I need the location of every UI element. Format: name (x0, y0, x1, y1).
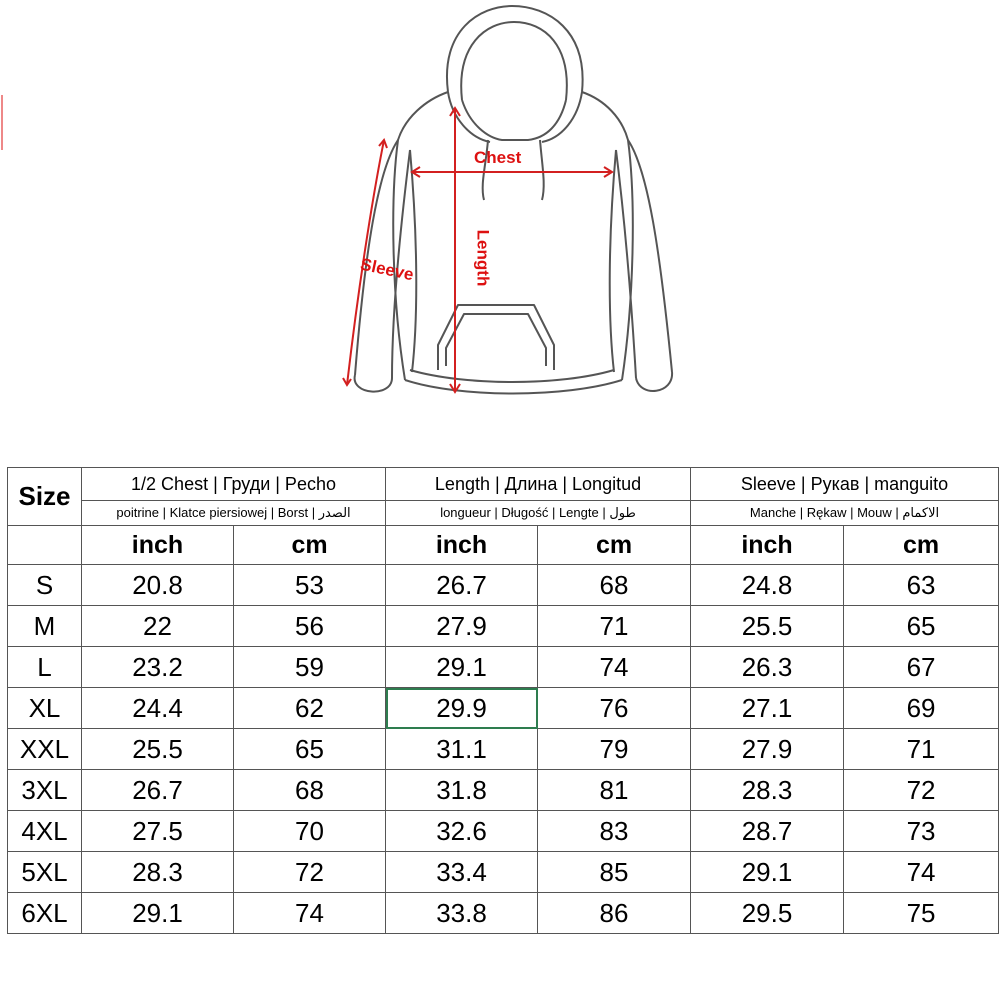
size-cell: 4XL (8, 811, 82, 852)
measurement-cell[interactable]: 59 (234, 647, 386, 688)
measurement-cell[interactable]: 22 (82, 606, 234, 647)
measurement-cell[interactable]: 24.4 (82, 688, 234, 729)
measurement-cell[interactable]: 25.5 (691, 606, 844, 647)
sleeve-group-subheader: Manche | Rękaw | Mouw | الاكمام (691, 501, 999, 526)
measurement-cell[interactable]: 81 (538, 770, 691, 811)
measurement-cell[interactable]: 62 (234, 688, 386, 729)
measurement-cell[interactable]: 72 (234, 852, 386, 893)
measurement-cell[interactable]: 26.7 (82, 770, 234, 811)
measurement-cell[interactable]: 68 (538, 565, 691, 606)
measurement-cell[interactable]: 32.6 (386, 811, 538, 852)
size-chart-table (7, 467, 999, 934)
size-cell: 3XL (8, 770, 82, 811)
measurement-cell[interactable]: 24.8 (691, 565, 844, 606)
unit-header: cm (844, 526, 999, 565)
measurement-cell[interactable]: 65 (234, 729, 386, 770)
table-row (8, 811, 999, 852)
measurement-cell[interactable]: 74 (234, 893, 386, 934)
measurement-cell[interactable]: 31.1 (386, 729, 538, 770)
measurement-cell[interactable]: 74 (538, 647, 691, 688)
measurement-cell[interactable]: 85 (538, 852, 691, 893)
unit-header: cm (234, 526, 386, 565)
length-label: Length (473, 229, 493, 287)
measurement-cell[interactable]: 28.7 (691, 811, 844, 852)
length-group-header: Length | Длина | Longitud (386, 468, 691, 501)
table-row (8, 606, 999, 647)
measurement-cell[interactable]: 33.8 (386, 893, 538, 934)
measurement-cell[interactable]: 23.2 (82, 647, 234, 688)
hoodie-outline (355, 6, 672, 394)
table-row (8, 688, 999, 729)
measurement-cell[interactable]: 69 (844, 688, 999, 729)
measurement-cell[interactable]: 71 (538, 606, 691, 647)
size-cell: 5XL (8, 852, 82, 893)
sleeve-group-header: Sleeve | Рукав | manguito (691, 468, 999, 501)
size-cell: 6XL (8, 893, 82, 934)
measurement-cell[interactable]: 29.1 (82, 893, 234, 934)
measurement-cell[interactable]: 76 (538, 688, 691, 729)
table-header-row-translations (8, 501, 999, 526)
table-row (8, 565, 999, 606)
measurement-cell[interactable]: 27.1 (691, 688, 844, 729)
table-row (8, 770, 999, 811)
table-header-row-units (8, 526, 999, 565)
measurement-cell[interactable]: 26.7 (386, 565, 538, 606)
measurement-cell[interactable]: 65 (844, 606, 999, 647)
table-row (8, 852, 999, 893)
table-row (8, 647, 999, 688)
unit-header: inch (386, 526, 538, 565)
measurement-cell[interactable]: 63 (844, 565, 999, 606)
table-row (8, 729, 999, 770)
chest-group-subheader: poitrine | Klatce piersiowej | Borst | الصدر (82, 501, 386, 526)
size-column-header: Size (8, 468, 82, 526)
measurement-cell[interactable]: 74 (844, 852, 999, 893)
unit-header: inch (691, 526, 844, 565)
measurement-cell[interactable]: 72 (844, 770, 999, 811)
measurement-cell[interactable]: 83 (538, 811, 691, 852)
measurement-cell[interactable]: 27.9 (691, 729, 844, 770)
measurement-cell[interactable]: 33.4 (386, 852, 538, 893)
unit-header: cm (538, 526, 691, 565)
measurement-cell[interactable]: 86 (538, 893, 691, 934)
measurement-cell[interactable]: 29.9 (386, 688, 538, 729)
measurement-cell[interactable]: 29.5 (691, 893, 844, 934)
measurement-cell[interactable]: 73 (844, 811, 999, 852)
size-cell: S (8, 565, 82, 606)
measurement-cell[interactable]: 29.1 (386, 647, 538, 688)
measurement-cell[interactable]: 27.9 (386, 606, 538, 647)
size-unit-blank (8, 526, 82, 565)
hoodie-outline-drawing (0, 0, 1000, 420)
size-cell: XXL (8, 729, 82, 770)
measurement-cell[interactable]: 70 (234, 811, 386, 852)
size-cell: M (8, 606, 82, 647)
measurement-cell[interactable]: 75 (844, 893, 999, 934)
measurement-cell[interactable]: 53 (234, 565, 386, 606)
length-group-subheader: longueur | Długość | Lengte | طول (386, 501, 691, 526)
measurement-cell[interactable]: 79 (538, 729, 691, 770)
measurement-cell[interactable]: 27.5 (82, 811, 234, 852)
measurement-cell[interactable]: 20.8 (82, 565, 234, 606)
unit-header: inch (82, 526, 234, 565)
measurement-cell[interactable]: 31.8 (386, 770, 538, 811)
size-rows (8, 565, 999, 934)
measurement-cell[interactable]: 29.1 (691, 852, 844, 893)
size-cell: L (8, 647, 82, 688)
measurement-cell[interactable]: 68 (234, 770, 386, 811)
measurement-cell[interactable]: 71 (844, 729, 999, 770)
sleeve-label: Sleeve (358, 254, 416, 285)
hoodie-measurement-diagram (0, 0, 1000, 420)
measurement-cell[interactable]: 28.3 (691, 770, 844, 811)
chest-group-header: 1/2 Chest | Груди | Pecho (82, 468, 386, 501)
measurement-cell[interactable]: 28.3 (82, 852, 234, 893)
measurement-cell[interactable]: 26.3 (691, 647, 844, 688)
chest-label: Chest (474, 148, 522, 167)
measurement-cell[interactable]: 67 (844, 647, 999, 688)
measurement-cell[interactable]: 56 (234, 606, 386, 647)
table-row (8, 893, 999, 934)
size-cell: XL (8, 688, 82, 729)
table-header-row-titles (8, 468, 999, 501)
measurement-cell[interactable]: 25.5 (82, 729, 234, 770)
